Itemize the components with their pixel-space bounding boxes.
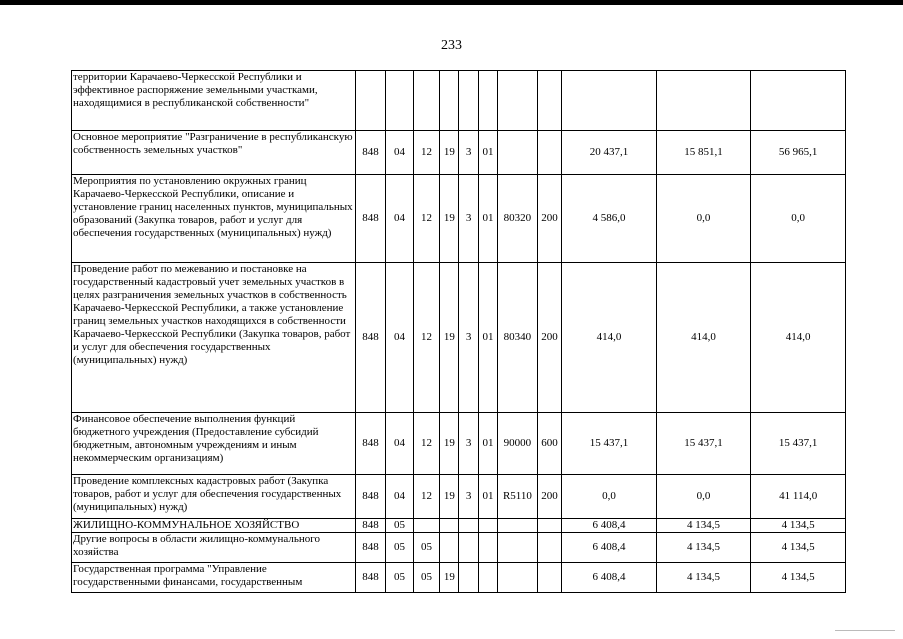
cell-name: Проведение работ по межеванию и постановке на государственный кадастровый учет земельных участков в целях разграничения земельных участков в собственность Карачаево-Черкесской Республики, а также установление границ земельных участков находящихся в собственности Карачаево-Черкесской Республики (Закупка товаров, работ и услуг для обеспечения государственных (муниципальных) нужд) xyxy=(72,263,356,413)
cell-c5 xyxy=(459,563,478,593)
cell-v3: 4 134,5 xyxy=(751,563,846,593)
cell-name: территории Карачаево-Черкесской Республики и эффективное распоряжение земельными участками, находящимися в республиканской собственности" xyxy=(72,71,356,131)
cell-c2: 04 xyxy=(386,475,413,519)
table-row xyxy=(72,131,846,175)
cell-c7 xyxy=(498,533,538,563)
cell-c7 xyxy=(498,71,538,131)
cell-c7: 80340 xyxy=(498,263,538,413)
cell-c2 xyxy=(386,71,413,131)
cell-c8 xyxy=(537,71,561,131)
cell-c5: 3 xyxy=(459,413,478,475)
table-row xyxy=(72,519,846,533)
table-row xyxy=(72,475,846,519)
page-corner-mark xyxy=(835,630,895,631)
cell-v3 xyxy=(751,71,846,131)
cell-v1: 4 586,0 xyxy=(562,175,657,263)
cell-c6: 01 xyxy=(478,175,497,263)
cell-v2: 414,0 xyxy=(656,263,751,413)
cell-c7: 80320 xyxy=(498,175,538,263)
cell-name: Другие вопросы в области жилищно-коммунального хозяйства xyxy=(72,533,356,563)
cell-c1: 848 xyxy=(355,175,386,263)
cell-v2: 4 134,5 xyxy=(656,563,751,593)
cell-c4: 19 xyxy=(440,563,459,593)
cell-v3: 56 965,1 xyxy=(751,131,846,175)
cell-c7: R5110 xyxy=(498,475,538,519)
cell-c5 xyxy=(459,71,478,131)
cell-v2 xyxy=(656,71,751,131)
budget-table xyxy=(71,70,846,593)
table-row xyxy=(72,175,846,263)
cell-v1: 414,0 xyxy=(562,263,657,413)
cell-c3: 12 xyxy=(413,263,439,413)
cell-c5 xyxy=(459,519,478,533)
table-row xyxy=(72,533,846,563)
table-row xyxy=(72,413,846,475)
cell-c2: 05 xyxy=(386,519,413,533)
cell-c3 xyxy=(413,519,439,533)
cell-c1 xyxy=(355,71,386,131)
cell-c6 xyxy=(478,563,497,593)
cell-v2: 15 437,1 xyxy=(656,413,751,475)
cell-c5: 3 xyxy=(459,263,478,413)
cell-v2: 4 134,5 xyxy=(656,519,751,533)
cell-c1: 848 xyxy=(355,131,386,175)
cell-c6: 01 xyxy=(478,263,497,413)
cell-v1: 20 437,1 xyxy=(562,131,657,175)
cell-c7 xyxy=(498,563,538,593)
cell-v1: 6 408,4 xyxy=(562,533,657,563)
cell-v1: 15 437,1 xyxy=(562,413,657,475)
cell-c2: 05 xyxy=(386,563,413,593)
cell-v3: 4 134,5 xyxy=(751,519,846,533)
cell-c4 xyxy=(440,533,459,563)
cell-v1: 0,0 xyxy=(562,475,657,519)
cell-c8: 200 xyxy=(537,475,561,519)
cell-c8 xyxy=(537,533,561,563)
cell-v3: 414,0 xyxy=(751,263,846,413)
cell-c3: 12 xyxy=(413,175,439,263)
cell-c1: 848 xyxy=(355,563,386,593)
cell-c7 xyxy=(498,131,538,175)
cell-v2: 0,0 xyxy=(656,475,751,519)
cell-v3: 0,0 xyxy=(751,175,846,263)
cell-c2: 04 xyxy=(386,413,413,475)
cell-c8: 200 xyxy=(537,263,561,413)
cell-c8 xyxy=(537,131,561,175)
cell-c4: 19 xyxy=(440,475,459,519)
cell-c6: 01 xyxy=(478,475,497,519)
cell-v1: 6 408,4 xyxy=(562,563,657,593)
cell-name: Мероприятия по установлению окружных границ Карачаево-Черкесской Республики, описание и установление границ населенных пунктов, муниципальных образований (Закупка товаров, работ и услуг для обеспечения государственных (муниципальных) нужд) xyxy=(72,175,356,263)
cell-v3: 41 114,0 xyxy=(751,475,846,519)
cell-c4 xyxy=(440,71,459,131)
page-number: 233 xyxy=(441,38,462,53)
cell-c4: 19 xyxy=(440,413,459,475)
cell-c3: 05 xyxy=(413,533,439,563)
cell-c7: 90000 xyxy=(498,413,538,475)
cell-c1: 848 xyxy=(355,263,386,413)
cell-c3: 12 xyxy=(413,413,439,475)
cell-c7 xyxy=(498,519,538,533)
cell-v1: 6 408,4 xyxy=(562,519,657,533)
cell-v3: 15 437,1 xyxy=(751,413,846,475)
cell-c4: 19 xyxy=(440,263,459,413)
cell-c1: 848 xyxy=(355,519,386,533)
cell-c2: 04 xyxy=(386,263,413,413)
table-row xyxy=(72,263,846,413)
cell-c5: 3 xyxy=(459,475,478,519)
cell-c1: 848 xyxy=(355,475,386,519)
cell-c6 xyxy=(478,533,497,563)
cell-v1 xyxy=(562,71,657,131)
cell-c1: 848 xyxy=(355,413,386,475)
top-border xyxy=(0,0,903,5)
cell-c3: 12 xyxy=(413,475,439,519)
cell-c1: 848 xyxy=(355,533,386,563)
cell-name: Проведение комплексных кадастровых работ (Закупка товаров, работ и услуг для обеспечения государственных (муниципальных) нужд) xyxy=(72,475,356,519)
cell-name: Финансовое обеспечение выполнения функций бюджетного учреждения (Предоставление субсидий бюджетным, автономным учреждениям и иным некоммерческим организациям) xyxy=(72,413,356,475)
cell-c8: 600 xyxy=(537,413,561,475)
cell-c2: 05 xyxy=(386,533,413,563)
cell-c3 xyxy=(413,71,439,131)
cell-v3: 4 134,5 xyxy=(751,533,846,563)
cell-c6 xyxy=(478,519,497,533)
cell-c2: 04 xyxy=(386,131,413,175)
table-row xyxy=(72,71,846,131)
cell-name: Основное мероприятие "Разграничение в республиканскую собственность земельных участков" xyxy=(72,131,356,175)
cell-c6 xyxy=(478,71,497,131)
cell-v2: 0,0 xyxy=(656,175,751,263)
cell-c6: 01 xyxy=(478,131,497,175)
cell-c3: 05 xyxy=(413,563,439,593)
cell-name: Государственная программа "Управление государственными финансами, государственным xyxy=(72,563,356,593)
cell-v2: 15 851,1 xyxy=(656,131,751,175)
cell-c6: 01 xyxy=(478,413,497,475)
cell-c4: 19 xyxy=(440,175,459,263)
table-row xyxy=(72,563,846,593)
cell-c5: 3 xyxy=(459,175,478,263)
cell-c4: 19 xyxy=(440,131,459,175)
cell-c5 xyxy=(459,533,478,563)
cell-c8: 200 xyxy=(537,175,561,263)
cell-c3: 12 xyxy=(413,131,439,175)
cell-c8 xyxy=(537,519,561,533)
cell-v2: 4 134,5 xyxy=(656,533,751,563)
cell-c5: 3 xyxy=(459,131,478,175)
cell-name: ЖИЛИЩНО-КОММУНАЛЬНОЕ ХОЗЯЙСТВО xyxy=(72,519,356,533)
cell-c2: 04 xyxy=(386,175,413,263)
cell-c4 xyxy=(440,519,459,533)
cell-c8 xyxy=(537,563,561,593)
